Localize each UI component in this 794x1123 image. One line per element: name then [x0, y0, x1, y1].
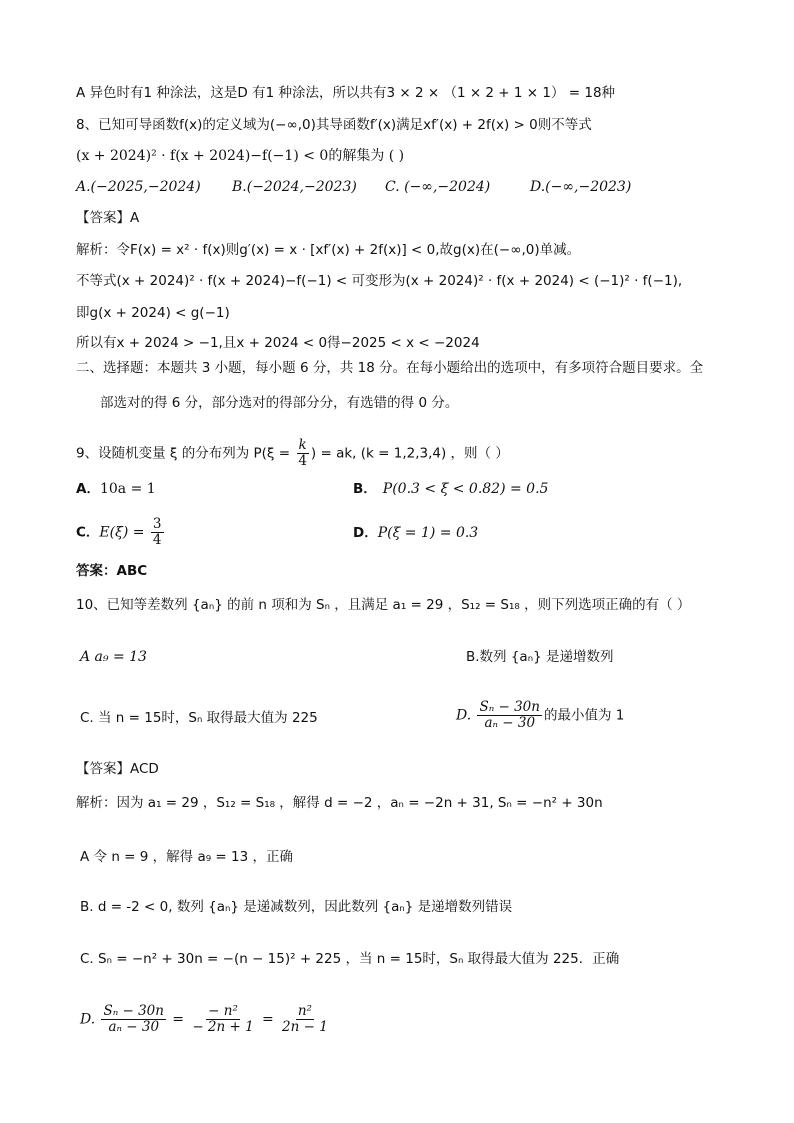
q8-solution-line2: 不等式(x + 2024)² · f(x + 2024)−f(−1) < 可变形为(x + 2024)² · f(x + 2024) < (−1)² · f(−1), [76, 273, 683, 289]
q10-stem: 10、已知等差数列 {aₙ} 的前 n 项和为 Sₙ ，且满足 a₁ = 29 ，S₁₂ = S₁₈ ，则下列选项正确的有（ ） [76, 597, 691, 613]
q8-solution-line3: 即g(x + 2024) < g(−1) [76, 305, 230, 321]
q8-solution-line4: 所以有x + 2024 > −1,且x + 2024 < 0得−2025 < x < −2024 [76, 335, 480, 351]
q9-option-c: C．E(ξ) = $\frac{3}{4}$ [76, 516, 162, 548]
q10-option-d: D. $\frac{\text{Sₙ − 30n}}{\text{aₙ − 30}}$ 的最小值为 1 [456, 699, 625, 731]
q10-answer: 【答案】ACD [76, 761, 159, 777]
q9-option-a: A．10a = 1 [76, 481, 156, 497]
q10-solution-c: C. Sₙ = −n² + 30n = −(n − 15)² + 225 ，当 n = 15时，Sₙ 取得最大值为 225．正确 [80, 951, 620, 967]
q8-answer: 【答案】A [76, 210, 140, 226]
fraction-2: $\frac{\text{− n²}}{- 2n + 1}$ [192, 1003, 254, 1035]
section-heading: 二、选择题：本题共 3 小题，每小题 6 分，共 18 分。在每小题给出的选项中，有多项符合题目要求。全 [76, 360, 704, 376]
q9-option-b: B． P(0.3 < ξ < 0.82) = 0.5 [353, 481, 549, 497]
q9-answer: 答案：ABC [76, 563, 148, 579]
q8-option-c: C. (−∞,−2024) [385, 179, 491, 195]
q8-stem-line2: (x + 2024)² · f(x + 2024)−f(−1) < 0的解集为 ( ) [76, 148, 405, 164]
line-q7-tail: A 异色时有1 种涂法，这是D 有1 种涂法，所以共有3 × 2 × （1 × 2 + 1 × 1） = 18种 [76, 85, 616, 101]
q10-option-a: A a₉ = 13 [80, 649, 147, 665]
fraction-3-over-4: $\frac{3}{4}$ [152, 516, 162, 548]
fraction-1: $\frac{\text{Sₙ − 30n}}{\text{aₙ − 30}}$ [103, 1003, 164, 1035]
q10-solution-line1: 解析：因为 a₁ = 29 ，S₁₂ = S₁₈ ，解得 d = −2 ，aₙ = −2n + 31, Sₙ = −n² + 30n [76, 795, 603, 811]
q10-option-c: C. 当 n = 15时，Sₙ 取得最大值为 225 [80, 710, 318, 726]
q9-stem: 9、设随机变量 ξ 的分布列为 P(ξ = $\frac{k}{4}$ ) = ak, (k = 1,2,3,4) ，则（ ） [76, 437, 509, 469]
q10-solution-b: B. d = -2 < 0, 数列 {aₙ} 是递减数列，因此数列 {aₙ} 是递增数列错误 [80, 899, 513, 915]
q10-solution-a: A 令 n = 9 ，解得 a₉ = 13 ，正确 [80, 849, 293, 865]
section-heading-cont: 部选对的得 6 分，部分选对的得部分分，有选错的得 0 分。 [100, 395, 459, 411]
fraction-3: $\frac{\text{n²}}{2n - 1}$ [282, 1003, 328, 1035]
fraction-k-over-4: $\frac{k}{4}$ [298, 437, 307, 469]
q8-option-b: B.(−2024,−2023) [232, 179, 357, 195]
q10-option-b: B.数列 {aₙ} 是递增数列 [466, 649, 614, 665]
q8-option-d: D.(−∞,−2023) [530, 179, 632, 195]
fraction-sn-over-an: $\frac{\text{Sₙ − 30n}}{\text{aₙ − 30}}$ [479, 699, 540, 731]
q8-option-a: A.(−2025,−2024) [76, 179, 201, 195]
q9-option-d: D．P(ξ = 1) = 0.3 [353, 525, 479, 541]
q8-solution-line1: 解析：令F(x) = x² · f(x)则g′(x) = x · [xf′(x) + 2f(x)] < 0,故g(x)在(−∞,0)单减。 [76, 242, 581, 258]
q10-solution-d: D. $\frac{\text{Sₙ − 30n}}{\text{aₙ − 30}}$ = $\frac{\text{− n²}}{- 2n + 1}$ = $\frac{\text{n²}}{2n - 1}$ [80, 1003, 328, 1035]
q8-stem-line1: 8、已知可导函数f(x)的定义域为(−∞,0)其导函数f′(x)满足xf′(x) + 2f(x) > 0则不等式 [76, 117, 592, 133]
